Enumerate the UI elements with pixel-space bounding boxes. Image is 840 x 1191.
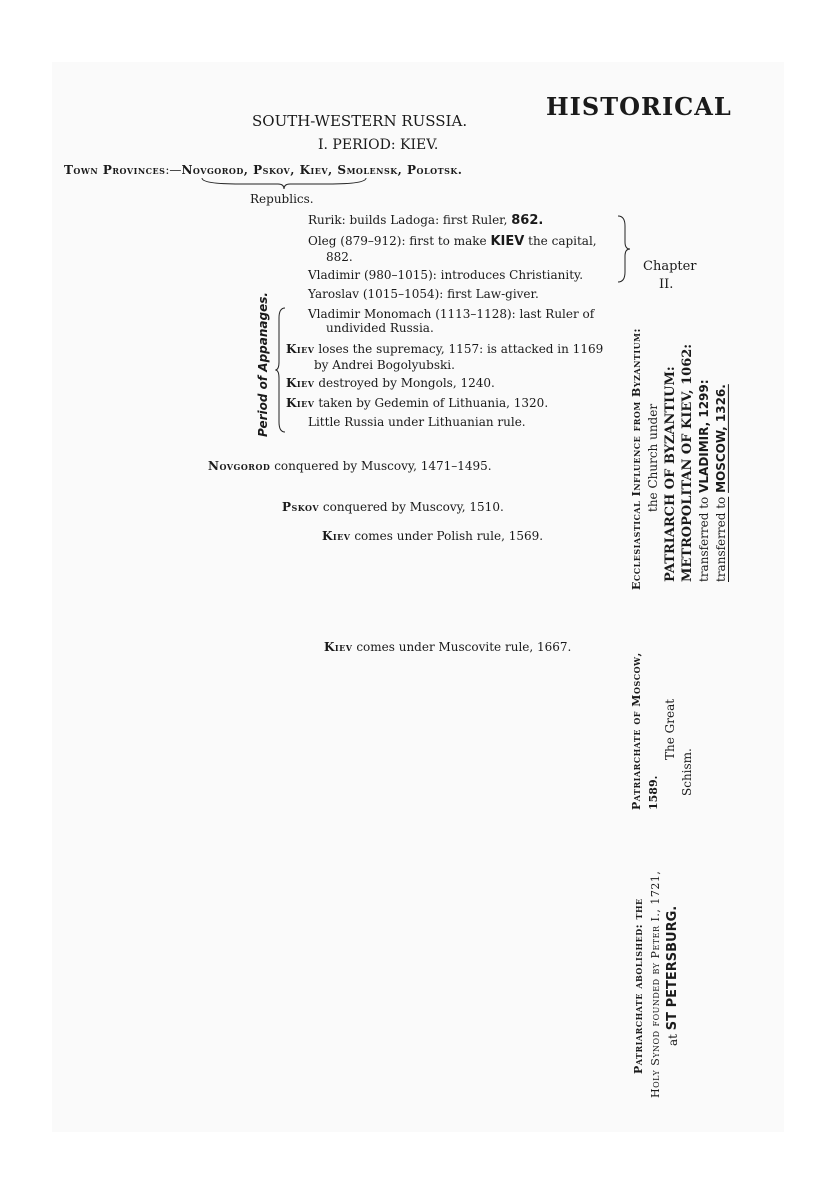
- ruler-oleg-cont: 882.: [326, 250, 353, 264]
- appanage-item-1-text: loses the supremacy, 1157: is attacked in 1169: [318, 342, 604, 356]
- event-kiev-polish-city: Kiev: [322, 529, 351, 543]
- event-novgorod: [208, 459, 492, 473]
- appanage-item-1-cont: by Andrei Bogolyubski.: [314, 358, 455, 372]
- patriarchate-moscow: [628, 620, 696, 810]
- town-provinces-label: Town Provinces: [64, 163, 166, 177]
- appanage-item-1-city: Kiev: [286, 342, 315, 356]
- event-novgorod-text: conquered by Muscovy, 1471–1495.: [274, 459, 492, 473]
- appanages-brace: [275, 306, 287, 434]
- abolished-line-1: Patriarchate abolished: the: [632, 898, 645, 1074]
- event-novgorod-city: Novgorod: [208, 459, 271, 473]
- event-pskov: [282, 500, 504, 514]
- ruler-oleg: [308, 234, 597, 249]
- eccl-line-6-city: MOSCOW, 1326.: [714, 384, 728, 493]
- abolished-line-2: Holy Synod founded by Peter I., 1721,: [649, 870, 662, 1098]
- eccl-line-5-city: VLADIMIR, 1299:: [697, 379, 711, 493]
- eccl-line-5-text: transferred to: [697, 496, 711, 582]
- eccl-line-3: PATRIARCH OF BYZANTIUM:: [663, 366, 678, 582]
- patriarchate-line-1: Patriarchate of Moscow,: [630, 652, 643, 810]
- eccl-line-2: the Church under: [646, 403, 660, 512]
- ruler-rurik-text: Rurik: builds Ladoga: first Ruler,: [308, 213, 508, 227]
- appanage-item-3-text: taken by Gedemin of Lithuania, 1320.: [318, 396, 549, 410]
- ruler-yaroslav: Yaroslav (1015–1054): first Law-giver.: [308, 287, 539, 301]
- patriarchate-line-2: The Great: [663, 698, 677, 760]
- patriarchate-line-3: Schism.: [680, 748, 694, 796]
- abolished-line-3: [664, 858, 682, 1098]
- abolished-line-3-text: at: [666, 1034, 680, 1046]
- eccl-line-6: [713, 300, 730, 590]
- republics-label: Republics.: [250, 192, 314, 206]
- event-kiev-polish: [322, 529, 543, 543]
- abolished-line-3-city: ST PETERSBURG.: [665, 905, 680, 1031]
- patriarchate-line-1b: 1589.: [647, 775, 660, 810]
- appanage-item-3-city: Kiev: [286, 396, 315, 410]
- town-provinces-sep: :—: [165, 163, 182, 177]
- eccl-line-6-text: transferred to: [714, 496, 728, 582]
- event-kiev-muscovite: [324, 640, 571, 654]
- appanages-label: Period of Appanages.: [256, 292, 270, 437]
- event-kiev-muscovite-city: Kiev: [324, 640, 353, 654]
- ruler-vladimir: Vladimir (980–1015): introduces Christianity.: [308, 268, 584, 282]
- eccl-line-4: METROPOLITAN OF KIEV, 1062:: [680, 343, 695, 582]
- appanage-item-4: Little Russia under Lithuanian rule.: [308, 415, 526, 429]
- ruler-monomach: Vladimir Monomach (1113–1128): last Ruler of: [308, 307, 595, 321]
- event-kiev-polish-text: comes under Polish rule, 1569.: [354, 529, 544, 543]
- chapter-number: II.: [659, 277, 674, 292]
- ruler-rurik: [308, 213, 543, 228]
- appanage-item-2-city: Kiev: [286, 376, 315, 390]
- ruler-oleg-city: KIEV: [490, 234, 525, 249]
- event-kiev-muscovite-text: comes under Muscovite rule, 1667.: [356, 640, 572, 654]
- period-title: I. PERIOD: KIEV.: [318, 137, 439, 153]
- appanage-item-2-text: destroyed by Mongols, 1240.: [318, 376, 495, 390]
- town-provinces-line: [64, 163, 462, 177]
- page-running-head: HISTORICAL: [546, 92, 732, 121]
- ruler-oleg-text: Oleg (879–912): first to make: [308, 234, 487, 248]
- event-pskov-text: conquered by Muscovy, 1510.: [322, 500, 504, 514]
- town-provinces-list: Novgorod, Pskov, Kiev, Smolensk, Polotsk.: [181, 163, 463, 177]
- event-pskov-city: Pskov: [282, 500, 320, 514]
- rulers-brace: [616, 214, 632, 284]
- patriarchate-abolished: [630, 858, 682, 1098]
- appanage-item-2: [286, 376, 495, 390]
- chapter-label: Chapter: [643, 259, 697, 274]
- republics-brace: [200, 176, 368, 190]
- eccl-line-1: Ecclesiastical Influence from Byzantium:: [630, 327, 643, 590]
- appanage-item-1: [286, 342, 603, 356]
- ruler-rurik-year: 862.: [511, 213, 544, 228]
- ecclesiastical-column: [628, 300, 730, 590]
- section-title: SOUTH-WESTERN RUSSIA.: [252, 112, 468, 130]
- appanage-item-3: [286, 396, 548, 410]
- ruler-monomach-cont: undivided Russia.: [326, 321, 434, 335]
- eccl-line-5: [696, 300, 713, 590]
- ruler-oleg-rest: the capital,: [528, 234, 597, 248]
